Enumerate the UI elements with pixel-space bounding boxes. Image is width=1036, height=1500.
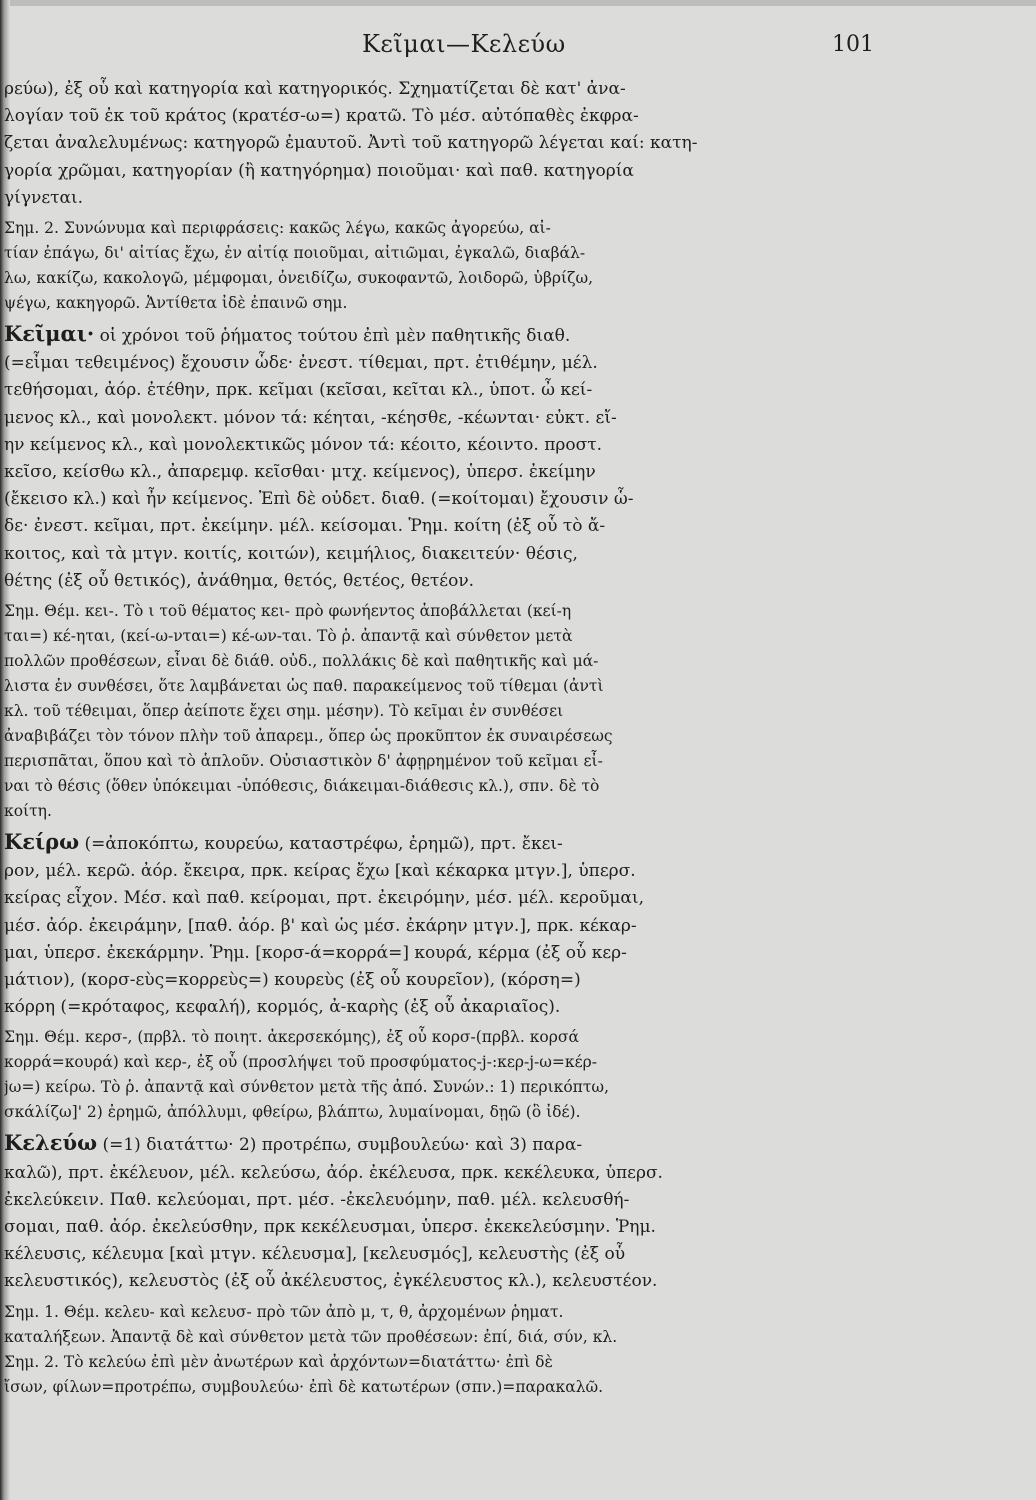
line-text: ἴσων, φίλων=προτρέπω, συμβουλεύω· ἐπὶ δὲ κατωτέρων (σπν.)=παρακαλῶ. xyxy=(4,1377,604,1396)
text-line xyxy=(4,103,926,130)
line-text: μάτιον), (κορσ-εὺς=κορρεὺς=) κουρεὺς (ἐξ οὗ κουρεῖον), (κόρση=) xyxy=(4,970,581,991)
line-text: κλ. τοῦ τέθειμαι, ὅπερ ἀείποτε ἔχει σημ. μέσην). Τὸ κεῖμαι ἐν συνθέσει xyxy=(4,702,564,721)
line-text: ναι τὸ θέσις (ὅθεν ὑπόκειμαι -ὑπόθεσις, διάκειμαι-διάθεσις κλ.), σπν. δὲ τὸ xyxy=(4,777,600,796)
line-text: ην κείμενος κλ., καὶ μονολεκτικῶς μόνον τά: κέοιτο, κέοιντο. προστ. xyxy=(4,434,603,455)
text-line xyxy=(4,377,926,404)
dictionary-entry xyxy=(4,828,926,1021)
text-line xyxy=(4,599,926,624)
text-line xyxy=(4,649,926,674)
line-text: κόρρη (=κρόταφος, κεφαλή), κορμός, ἀ-καρὴς (ἐξ οὗ ἀκαριαῖος). xyxy=(4,997,561,1018)
entry-headword: Κείρω xyxy=(4,829,80,855)
text-line xyxy=(4,432,926,459)
text-line xyxy=(4,913,926,940)
line-text: ψέγω, κακηγορῶ. Ἀντίθετα ἰδὲ ἐπαινῶ σημ. xyxy=(4,294,348,313)
line-text: καταλήξεων. Ἀπαντᾷ δὲ καὶ σύνθετον μετὰ τῶν προθέσεων: ἐπί, διά, σύν, κλ. xyxy=(4,1327,618,1346)
text-line xyxy=(4,266,926,291)
line-text: Σημ. Θέμ. κερσ-, (πρβλ. τὸ ποιητ. ἀκερσεκόμης), ἐξ οὗ κορσ-(πρβλ. κορσά xyxy=(4,1028,579,1047)
text-line xyxy=(4,967,926,994)
page-number: 101 xyxy=(832,32,874,57)
text-line xyxy=(4,1160,926,1187)
text-line xyxy=(4,130,926,157)
line-text: δε· ἐνεστ. κεῖμαι, πρτ. ἐκείμην. μέλ. κείσομαι. Ῥημ. κοίτη (ἐξ οὗ τὸ ἄ- xyxy=(4,516,606,537)
text-line xyxy=(4,1241,926,1268)
text-line xyxy=(4,1100,926,1125)
text-line xyxy=(4,185,926,212)
line-text: ζεται ἀναλελυμένως: κατηγορῶ ἐμαυτοῦ. Ἀντὶ τοῦ κατηγορῶ λέγεται καί: κατη- xyxy=(4,133,698,154)
line-text: κείρας εἶχον. Μέσ. καὶ παθ. κείρομαι, πρτ. ἐκειρόμην, μέσ. μέλ. κεροῦμαι, xyxy=(4,888,644,909)
line-text: λογίαν τοῦ ἐκ τοῦ κράτος (κρατέσ-ω=) κρατῶ. Τὸ μέσ. αὐτόπαθὲς ἐκφρα- xyxy=(4,106,639,127)
line-text: ἐκελεύκειν. Παθ. κελεύομαι, πρτ. μέσ. -ἐκελευόμην, παθ. μέλ. κελευσθή- xyxy=(4,1189,630,1210)
entry-note xyxy=(4,1025,926,1125)
text-line xyxy=(4,1214,926,1241)
entry-note xyxy=(4,1300,926,1400)
text-line xyxy=(4,1050,926,1075)
block-gap xyxy=(4,1400,926,1404)
line-text: κοίτη. xyxy=(4,802,52,821)
text-line xyxy=(4,459,926,486)
line-text: (=1) διατάττω· 2) προτρέπω, συμβουλεύω· καὶ 3) παρα- xyxy=(102,1135,583,1156)
line-text: jω=) κείρω. Τὸ ῥ. ἀπαντᾷ καὶ σύνθετον μετὰ τῆς ἀπό. Συνών.: 1) περικόπτω, xyxy=(4,1078,609,1097)
entry-headword: Κεῖμαι· xyxy=(4,321,95,347)
text-line xyxy=(4,568,926,595)
dictionary-entry xyxy=(4,1129,926,1295)
line-text: (ἔκεισο κλ.) καὶ ἦν κείμενος. Ἐπὶ δὲ οὐδετ. διαθ. (=κοίτομαι) ἔχουσιν ὧ- xyxy=(4,489,634,510)
text-line xyxy=(4,774,926,799)
text-line xyxy=(4,541,926,568)
text-line xyxy=(4,1075,926,1100)
text-line xyxy=(4,699,926,724)
line-text: καλῶ), πρτ. ἐκέλευον, μέλ. κελεύσω, ἀόρ. ἐκέλευσα, πρκ. κεκέλευκα, ὑπερσ. xyxy=(4,1162,663,1183)
line-text: σομαι, παθ. ἀόρ. ἐκελεύσθην, πρκ κεκέλευσμαι, ὑπερσ. ἐκεκελεύσμην. Ῥημ. xyxy=(4,1217,656,1238)
text-line xyxy=(4,674,926,699)
line-text: ται=) κέ-ηται, (κεί-ω-νται=) κέ-ων-ται. Τὸ ῥ. ἀπαντᾷ καὶ σύνθετον μετὰ xyxy=(4,627,573,646)
line-text: τεθήσομαι, ἀόρ. ἐτέθην, πρκ. κεῖμαι (κεῖσαι, κεῖται κλ., ὑποτ. ὦ κεί- xyxy=(4,380,593,401)
text-line xyxy=(4,320,926,350)
running-title: Κεῖμαι—Κελεύω xyxy=(362,30,566,58)
text-line xyxy=(4,158,926,185)
text-line xyxy=(4,1268,926,1295)
text-line xyxy=(4,216,926,241)
line-text: λιστα ἐν συνθέσει, ὅτε λαμβάνεται ὡς παθ. παρακείμενος τοῦ τίθεμαι (ἀντὶ xyxy=(4,677,604,696)
dictionary-entry xyxy=(4,320,926,595)
text-line xyxy=(4,76,926,103)
text-line xyxy=(4,1187,926,1214)
line-text: πολλῶν προθέσεων, εἶναι δὲ διάθ. οὐδ., πολλάκις δὲ καὶ παθητικῆς καὶ μά- xyxy=(4,652,599,671)
text-line xyxy=(4,724,926,749)
text-line xyxy=(4,624,926,649)
text-line xyxy=(4,1129,926,1159)
text-line xyxy=(4,1025,926,1050)
line-text: Σημ. 2. Τὸ κελεύω ἐπὶ μὲν ἀνωτέρων καὶ ἀρχόντων=διατάττω· ἐπὶ δὲ xyxy=(4,1352,553,1371)
entry-note xyxy=(4,599,926,824)
line-text: (=ἀποκόπτω, κουρεύω, καταστρέφω, ἐρημῶ), πρτ. ἔκει- xyxy=(84,834,563,855)
text-line xyxy=(4,994,926,1021)
line-text: κελευστικός), κελευστὸς (ἐξ οὗ ἀκέλευστος, ἐγκέλευστος κλ.), κελευστέον. xyxy=(4,1271,658,1292)
line-text: (=εἶμαι τεθειμένος) ἔχουσιν ὧδε· ἐνεστ. τίθεμαι, πρτ. ἐτιθέμην, μέλ. xyxy=(4,353,598,374)
text-line xyxy=(4,858,926,885)
text-line xyxy=(4,799,926,824)
text-line xyxy=(4,350,926,377)
line-text: οἱ χρόνοι τοῦ ῥήματος τούτου ἐπὶ μὲν παθητικῆς διαθ. xyxy=(99,326,571,347)
line-text: ρον, μέλ. κερῶ. ἀόρ. ἔκειρα, πρκ. κείρας ἔχω [καὶ κέκαρκα μτγν.], ὑπερσ. xyxy=(4,861,636,882)
line-text: ρεύω), ἐξ οὗ καὶ κατηγορία καὶ κατηγορικός. Σχηματίζεται δὲ κατ' ἀνα- xyxy=(4,79,626,99)
page-body xyxy=(4,76,926,1404)
line-text: μενος κλ., καὶ μονολεκτ. μόνον τά: κέηται, -κέησθε, -κέωνται· εὐκτ. εἴ- xyxy=(4,407,617,428)
text-line xyxy=(4,486,926,513)
text-line xyxy=(4,513,926,540)
line-text: περισπᾶται, ὅπου καὶ τὸ ἁπλοῦν. Οὐσιαστικὸν δ' ἀφῃρημένον τοῦ κεῖμαι εἶ- xyxy=(4,752,603,771)
entry-continuation xyxy=(4,76,926,212)
line-text: τίαν ἐπάγω, δι' αἰτίας ἔχω, ἐν αἰτίᾳ ποιοῦμαι, αἰτιῶμαι, ἐγκαλῶ, διαβάλ- xyxy=(4,244,586,263)
line-text: λω, κακίζω, κακολογῶ, μέμφομαι, ὀνειδίζω, συκοφαντῶ, λοιδορῶ, ὑβρίζω, xyxy=(4,269,594,288)
line-text: Σημ. Θέμ. κει-. Τὸ ι τοῦ θέματος κει- πρὸ φωνήεντος ἀποβάλλεται (κεί-η xyxy=(4,602,572,621)
text-line xyxy=(4,291,926,316)
text-line xyxy=(4,405,926,432)
text-line xyxy=(4,749,926,774)
line-text: σκάλίζω]' 2) ἐρημῶ, ἀπόλλυμι, φθείρω, βλάπτω, λυμαίνομαι, δῃῶ (ὃ ἰδέ). xyxy=(4,1103,581,1122)
text-line xyxy=(4,828,926,858)
text-line xyxy=(4,940,926,967)
text-line xyxy=(4,885,926,912)
line-text: γορία χρῶμαι, κατηγορίαν (ἢ κατηγόρημα) ποιοῦμαι· καὶ παθ. κατηγορία xyxy=(4,160,634,181)
line-text: γίγνεται. xyxy=(4,187,84,208)
page-header xyxy=(0,30,1036,64)
line-text: κοιτος, καὶ τὰ μτγν. κοιτίς, κοιτών), κειμήλιος, διακειτεύν· θέσις, xyxy=(4,543,578,564)
text-line xyxy=(4,1300,926,1325)
text-line xyxy=(4,1375,926,1400)
line-text: θέτης (ἐξ οὗ θετικός), ἀνάθημα, θετός, θετέος, θετέον. xyxy=(4,570,475,591)
line-text: ἀναβιβάζει τὸν τόνον πλὴν τοῦ ἀπαρεμ., ὅπερ ὡς προκῦπτον ἐκ συναιρέσεως xyxy=(4,727,613,746)
entry-headword: Κελεύω xyxy=(4,1130,98,1156)
line-text: μέσ. ἀόρ. ἐκειράμην, [παθ. ἀόρ. β' καὶ ὡς μέσ. ἐκάρην μτγν.], πρκ. κέκαρ- xyxy=(4,915,637,936)
line-text: Σημ. 1. Θέμ. κελευ- καὶ κελευσ- πρὸ τῶν ἀπὸ μ, τ, θ, ἀρχομένων ῥηματ. xyxy=(4,1302,564,1321)
line-text: Σημ. 2. Συνώνυμα καὶ περιφράσεις: κακῶς λέγω, κακῶς ἀγορεύω, αἰ- xyxy=(4,219,551,238)
text-line xyxy=(4,241,926,266)
line-text: κεῖσο, κείσθω κλ., ἀπαρεμφ. κεῖσθαι· μτχ. κείμενος), ὑπερσ. ἐκείμην xyxy=(4,462,596,483)
line-text: κορρά=κουρά) καὶ κερ-, ἐξ οὗ (προσλήψει τοῦ προσφύματος-j-:κερ-j-ω=κέρ- xyxy=(4,1053,597,1072)
entry-note xyxy=(4,216,926,316)
page-top-edge xyxy=(0,0,1036,6)
line-text: μαι, ὑπερσ. ἐκεκάρμην. Ῥημ. [κορσ-ά=κορρά=] κουρά, κέρμα (ἐξ οὗ κερ- xyxy=(4,942,627,963)
text-line xyxy=(4,1350,926,1375)
text-line xyxy=(4,1325,926,1350)
line-text: κέλευσις, κέλευμα [καὶ μτγν. κέλευσμα], [κελευσμός], κελευστὴς (ἐξ οὗ xyxy=(4,1244,626,1265)
